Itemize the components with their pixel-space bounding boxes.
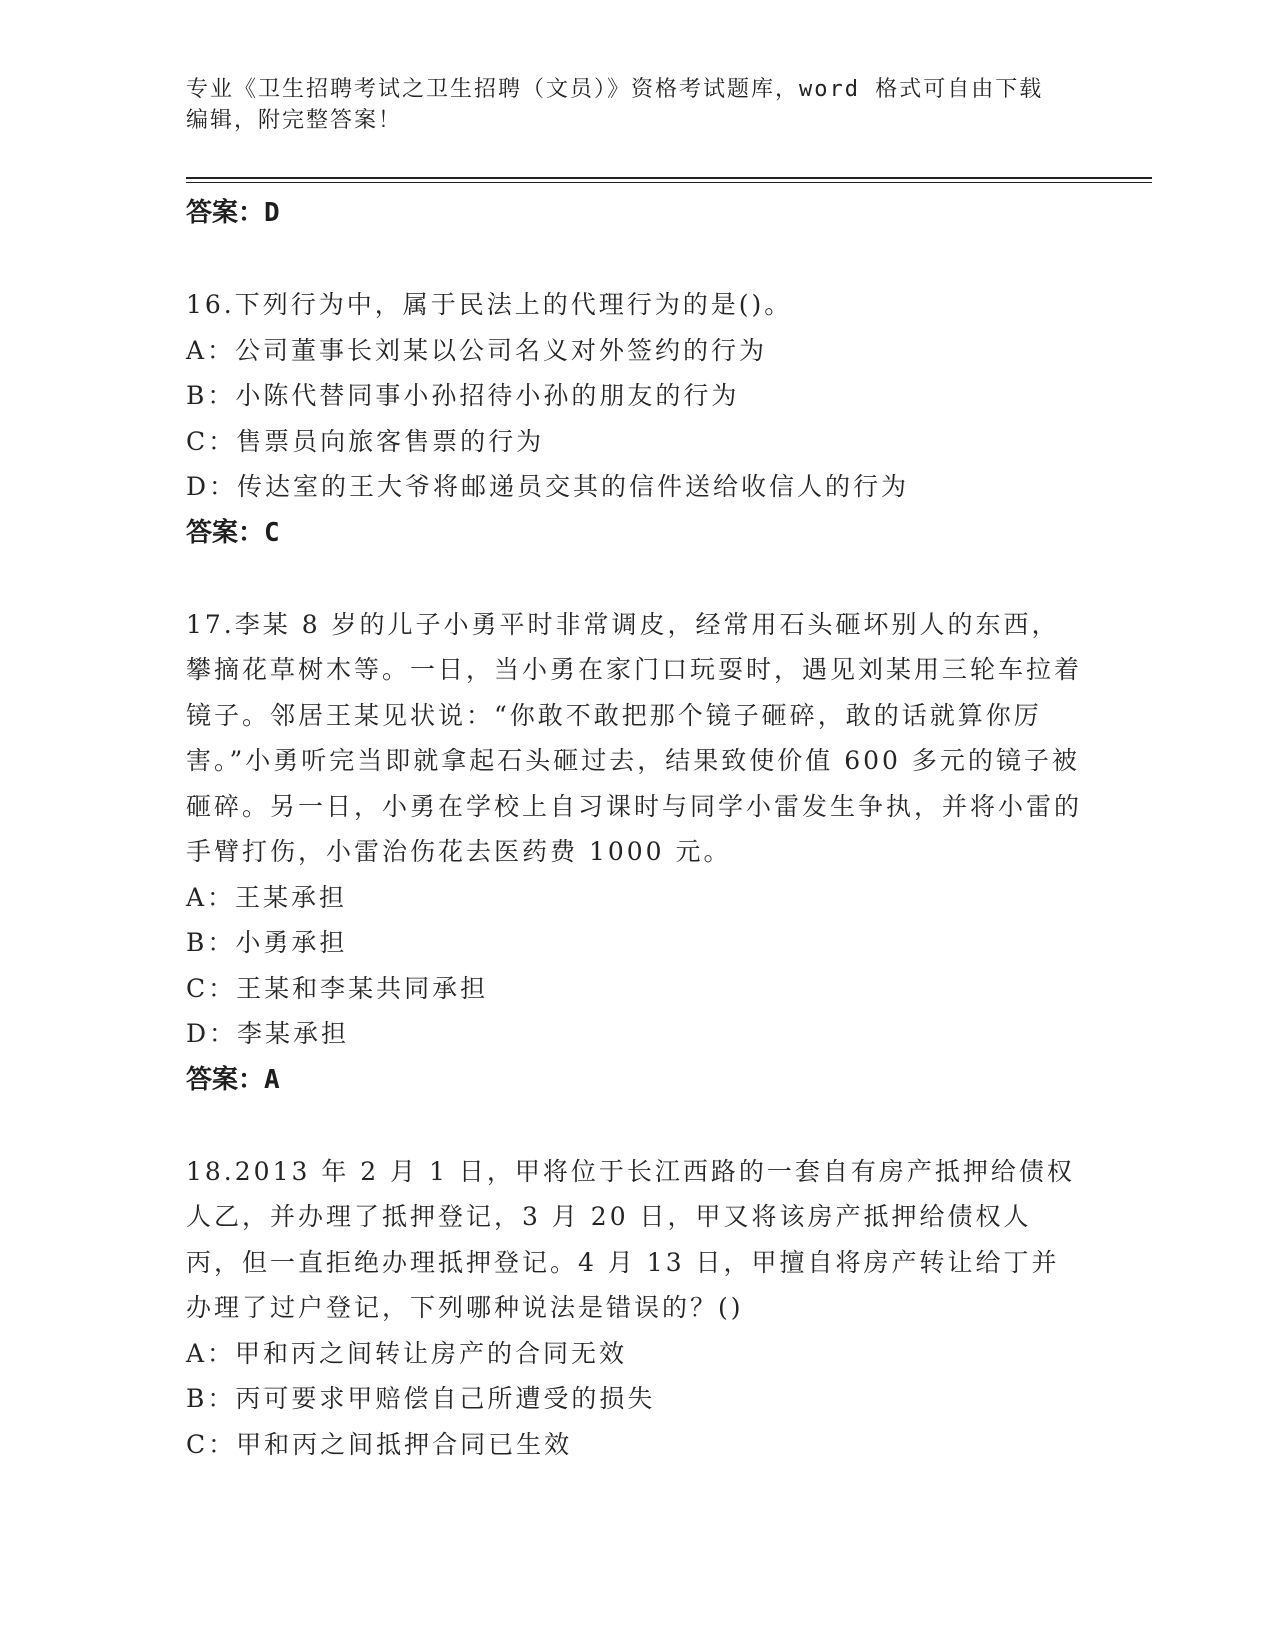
question-text: 18.2013 年 2 月 1 日，甲将位于长江西路的一套自有房产抵押给债权人乙，并办理了抵押登记，3 月 20 日，甲又将该房产抵押给债权人丙，但一直拒绝办理抵押登记。4 月 13 日，甲擅自将房产转让给丁并办理了过户登记，下列哪种说法是错误的？(): [186, 1156, 1075, 1322]
header-divider-thin: [186, 182, 1152, 183]
document-header: [186, 74, 1086, 136]
option-c: C：售票员向旅客售票的行为: [186, 426, 545, 456]
answer-line: [186, 190, 1086, 236]
answer-value: A: [264, 1064, 280, 1095]
question-text: 16.下列行为中，属于民法上的代理行为的是()。: [186, 290, 793, 319]
option-d: D：李某承担: [186, 1019, 350, 1048]
answer-label: 答案：: [186, 1064, 265, 1095]
header-line-2: 编辑，附完整答案！: [186, 108, 403, 133]
question-list: [186, 190, 1086, 1467]
header-divider: [186, 177, 1152, 179]
option-b: B：丙可要求甲赔偿自己所遭受的损失: [186, 1384, 656, 1413]
question-text: 17.李某 8 岁的儿子小勇平时非常调皮，经常用石头砸坏别人的东西，攀摘花草树木等。一日，当小勇在家门口玩耍时，遇见刘某用三轮车拉着镜子。邻居王某见状说：“你敢不敢把那个镜子砸碎，敢的话就算你厉害。”小勇听完当即就拿起石头砸过去，结果致使价值 600 多元的镜子被砸碎。另一日，小勇在学校上自习课时与同学小雷发生争执，并将小雷的手臂打伤，小雷治伤花去医药费 1000 元。: [186, 609, 1083, 866]
option-b: B：小勇承担: [186, 928, 348, 957]
option-a: A：王某承担: [186, 882, 348, 912]
answer-label: 答案：: [186, 517, 265, 548]
option-a: A：甲和丙之间转让房产的合同无效: [186, 1338, 628, 1368]
question-16: [186, 282, 1086, 556]
answer-label: 答案：: [186, 198, 265, 228]
answer-value: D: [264, 198, 280, 228]
answer-line: [186, 510, 1086, 556]
option-d: D：传达室的王大爷将邮递员交其的信件送给收信人的行为: [186, 472, 910, 501]
option-b: B：小陈代替同事小孙招待小孙的朋友的行为: [186, 381, 740, 410]
question-17: [186, 602, 1086, 1103]
header-line-1: 专业《卫生招聘考试之卫生招聘（文员）》资格考试题库，word 格式可自由下载: [186, 77, 1044, 102]
option-c: C：王某和李某共同承担: [186, 973, 489, 1003]
option-a: A：公司董事长刘某以公司名义对外签约的行为: [186, 335, 768, 365]
question-18: [186, 1149, 1086, 1468]
answer-value: C: [264, 517, 280, 548]
answer-line: [186, 1057, 1086, 1103]
option-c: C：甲和丙之间抵押合同已生效: [186, 1429, 573, 1459]
